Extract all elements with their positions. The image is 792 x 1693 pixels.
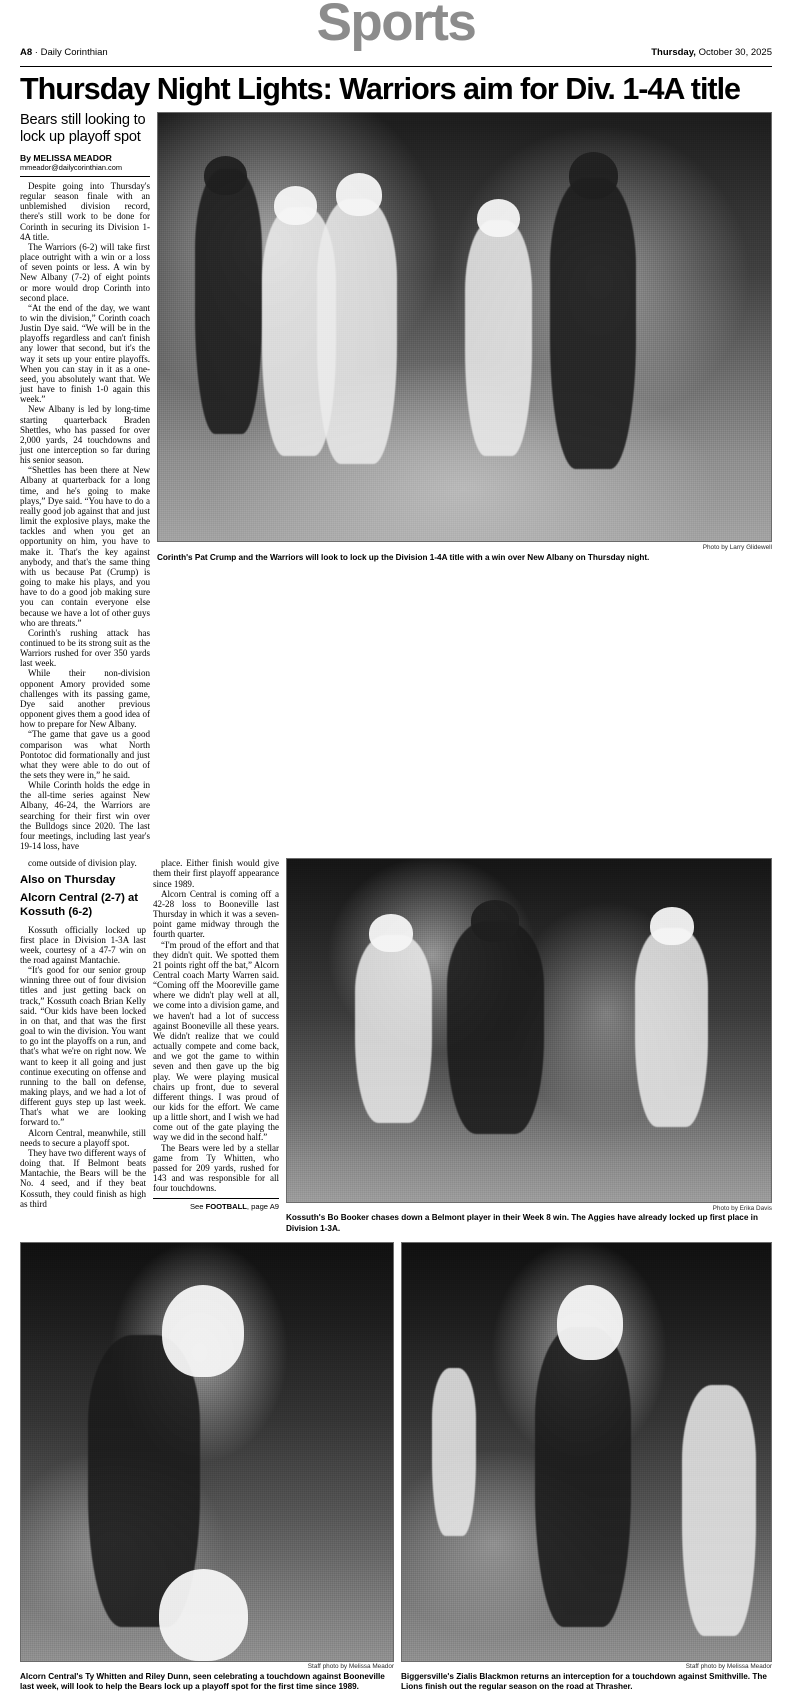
paragraph: Alcorn Central, meanwhile, still needs to secure a playoff spot. — [20, 1127, 146, 1148]
bottom-right-photo-block — [401, 1242, 772, 1693]
page-headline: Thursday Night Lights: Warriors aim for Div. 1-4A title — [20, 72, 741, 106]
paragraph: Despite going into Thursday's regular season finale with an unblemished division record, there's still work to be done for Corinth in securing its Division 1-4A title. — [20, 180, 150, 242]
main-photo-block — [157, 112, 772, 562]
middle-zone — [20, 858, 772, 1234]
mid-photo-caption: Kossuth's Bo Booker chases down a Belmont player in their Week 8 win. The Aggies have already locked up first place in Division 1-3A. — [286, 1213, 758, 1233]
jump-label: FOOTBALL — [205, 1202, 247, 1212]
bottom-right-photo — [401, 1242, 772, 1662]
column-2-body — [20, 925, 146, 1209]
masthead-rule — [20, 66, 772, 67]
bottom-right-photo-credit: Staff photo by Melissa Meador — [685, 1663, 772, 1671]
paragraph: They have two different ways of doing that. If Belmont beats Mantachie, the Bears will be the No. 4 seed, and if they beat Kossuth, they could finish as high as third — [20, 1147, 146, 1209]
section-title: Sports — [316, 0, 476, 52]
paragraph: New Albany is led by long-time starting quarterback Braden Shettles, who has passed for over 2,000 yards, 24 touchdowns and just one interception so far during his senior season. — [20, 404, 150, 466]
jump-prefix: See — [189, 1202, 206, 1212]
story-column-2 — [20, 858, 146, 1209]
paragraph: While Corinth holds the edge in the all-time series against New Albany, 46-24, the Warriors are searching for their first win over the Bulldogs since 2020. The last four meetings, including last year's 19-14 loss, have — [20, 780, 150, 852]
paragraph: Corinth's rushing attack has continued to be its strong suit as the Warriors rushed for over 350 yards last week. — [20, 627, 150, 669]
folio-separator: · — [34, 47, 38, 58]
paragraph: The Bears were led by a stellar game from Ty Whitten, who passed for 209 yards, rushed for 143 and was responsible for all four touchdowns. — [153, 1142, 279, 1194]
paragraph: Kossuth officially locked up first place in Division 1-3A last week, courtesy of a 47-7 win on the road against Mantachie. — [20, 924, 146, 965]
mid-photo-block — [286, 858, 772, 1234]
byline-prefix: By — [20, 152, 34, 163]
bottom-left-photo-caption: Alcorn Central's Ty Whitten and Riley Dunn, seen celebrating a touchdown against Booneville last week, will look to help the Bears lock up a playoff spot for the first time since 1989. — [20, 1672, 385, 1692]
mid-photo — [286, 858, 772, 1203]
paragraph: “At the end of the day, we want to win the division,” Corinth coach Justin Dye said. “We will be in the playoffs regardless and can't finish any lower that second, but it's the way it sets up your entire playoffs. When you can stay in it as a one-seed, you absolutely want that. We just have to finish 1-0 again this week.” — [20, 302, 150, 405]
column-3-body — [153, 858, 279, 1193]
column-2-top — [20, 858, 146, 868]
subhead: Bears still looking to lock up playoff spot — [20, 112, 146, 145]
mid-photo-credit: Photo by Erika Davis — [712, 1204, 772, 1212]
matchup-subkicker: Alcorn Central (2-7) at Kossuth (6-2) — [20, 891, 139, 918]
byline-email: mmeador@dailycorinthian.com — [20, 163, 122, 173]
publication-name: Daily Corinthian — [40, 47, 108, 58]
masthead — [20, 0, 772, 66]
left-rail — [20, 112, 150, 851]
jump-suffix: , page A9 — [246, 1202, 279, 1212]
rail-divider — [20, 176, 150, 177]
paragraph: “I'm proud of the effort and that they didn't quit. We spotted them 21 points right off the bat,” Alcorn Central coach Marty Warren said. “Coming off the Mooreville game where we didn't play well at all, we come into a division game, and we haven't had a lot of success against Booneville all these years. We didn't realize that we could actually compete and come back, and we got the game to within seven and then gave up the big play. We were playing musical chairs up front, due to several different things. I was proud of our kids for the effort. We came up a little short, and I wish we had come out of the gate playing the way we did in the second half.” — [153, 939, 279, 1143]
bottom-left-photo — [20, 1242, 394, 1662]
byline-author: MELISSA MEADOR — [33, 152, 112, 163]
paragraph: come outside of division play. — [28, 858, 137, 869]
main-photo — [157, 112, 772, 542]
folio-date — [651, 47, 772, 58]
paragraph: The Warriors (6-2) will take first place outright with a win or a loss of seven points or less. A win by New Albany (7-2) of eight points or more would drop Corinth into second place. — [20, 241, 150, 303]
paragraph: While their non-division opponent Amory provided some challenges with its passing game, Dye said another previous opponent gives them a good idea of how to prepare for New Albany. — [20, 668, 150, 730]
bottom-left-photo-credit: Staff photo by Melissa Meador — [307, 1663, 394, 1671]
paragraph: Alcorn Central is coming off a 42-28 loss to Booneville last Thursday in which it was a seven-point game midway through the fourth quarter. — [153, 888, 279, 940]
story-column-1 — [20, 181, 150, 851]
jump-line[interactable] — [153, 1198, 279, 1211]
bottom-right-photo-caption: Biggersville's Zialis Blackmon returns an interception for a touchdown against Smithville. The Lions finish out the regular season on the road at Thrasher. — [401, 1672, 767, 1692]
bottom-left-photo-block — [20, 1242, 394, 1693]
story-column-3 — [153, 858, 279, 1211]
date-rest: October 30, 2025 — [695, 47, 772, 58]
main-photo-caption: Corinth's Pat Crump and the Warriors will look to lock up the Division 1-4A title with a win over New Albany on Thursday night. — [157, 552, 650, 562]
date-day: Thursday, — [651, 47, 696, 58]
page-number: A8 — [20, 47, 33, 58]
main-photo-credit: Photo by Larry Glidewell — [702, 543, 772, 551]
byline — [20, 153, 150, 164]
bottom-zone — [20, 1242, 772, 1693]
top-zone — [20, 112, 772, 851]
also-on-thursday-kicker: Also on Thursday — [20, 874, 116, 887]
folio-left — [20, 47, 108, 58]
paragraph: “Shettles has been there at New Albany at quarterback for a long time, and he's going to make plays,” Dye said. “You have to do a really good job against that and just limit the explosive plays, make the tackles and when you get an opportunity on him, you have to make it. That's the key against anybody, and that's the same thing with us because Pat (Crump) is going to make his plays, and you have to do a good job making sure you can contain everyone else because we have a lot of other guys who are threats.” — [20, 465, 150, 628]
paragraph: place. Either finish would give them their first playoff appearance since 1989. — [153, 858, 279, 889]
paragraph: “The game that gave us a good comparison was what North Pontotoc did formationally and just what they were able to do out of the sets they were in,” he said. — [20, 729, 150, 780]
paragraph: “It's good for our senior group winning three out of four division titles and just getting back on track,” Kossuth coach Brian Kelly said. “Our kids have been locked in on that, and that was the first goal to win the division. You want to go int the playoffs on a run, and that's what we're on right now. We want to keep it all going and just continue executing on offense and running to the ball on defense, making plays, and we had a lot of different guys step up last week. That's what we are looking forward to.” — [20, 965, 146, 1128]
